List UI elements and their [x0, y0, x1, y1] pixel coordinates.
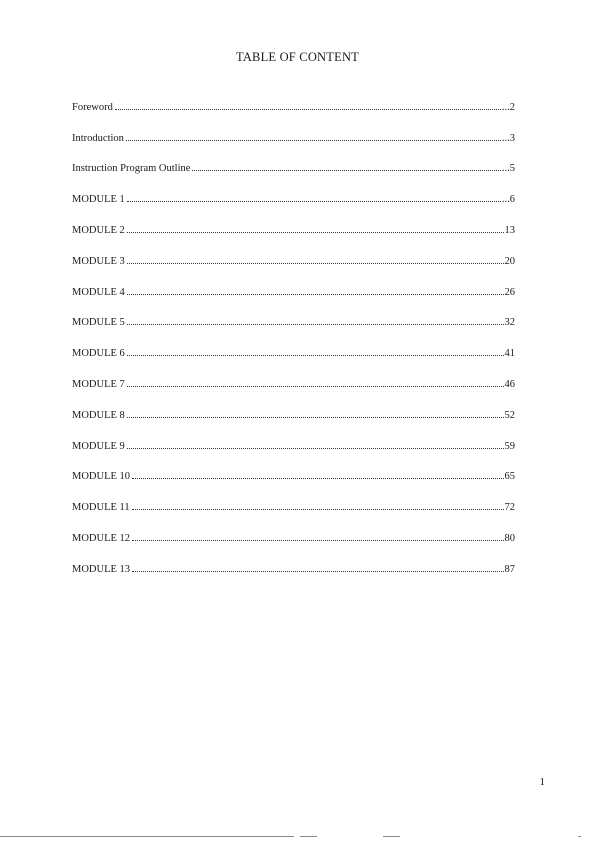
toc-entry-foreword[interactable]: [72, 82, 515, 113]
toc-entry-label: Introduction: [72, 132, 124, 144]
dot-leader: [127, 417, 504, 418]
toc-entry-label: Instruction Program Outline: [72, 163, 191, 175]
toc-entry-page: 26: [504, 286, 515, 298]
table-of-contents: [72, 82, 515, 575]
toc-entry-label: MODULE 5: [72, 317, 125, 329]
toc-entry-page: ...6: [501, 194, 515, 206]
page-number: 1: [539, 776, 545, 788]
dot-leader: [127, 263, 504, 264]
toc-entry-label: MODULE 13: [72, 563, 131, 575]
toc-entry-label: MODULE 1: [72, 194, 125, 206]
dot-leader: [127, 324, 504, 325]
toc-entry-label: MODULE 3: [72, 255, 125, 267]
toc-entry-label: Foreword: [72, 101, 113, 113]
toc-entry-label: MODULE 4: [72, 286, 125, 298]
toc-entry-module-9[interactable]: [72, 421, 515, 452]
toc-entry-module-4[interactable]: [72, 267, 515, 298]
toc-entry-instruction-program-outline[interactable]: [72, 144, 515, 175]
toc-entry-page: 13: [504, 224, 515, 236]
toc-entry-label: MODULE 6: [72, 348, 125, 360]
toc-entry-page: 65: [504, 471, 515, 483]
dot-leader: [132, 540, 503, 541]
footer-rule: [383, 836, 400, 837]
toc-entry-label: MODULE 7: [72, 378, 125, 390]
dot-leader: [127, 232, 504, 233]
toc-entry-label: MODULE 2: [72, 224, 125, 236]
dot-leader: [127, 201, 501, 202]
toc-entry-module-1[interactable]: [72, 174, 515, 205]
toc-entry-label: MODULE 8: [72, 409, 125, 421]
toc-entry-page: 46: [504, 378, 515, 390]
toc-entry-label: MODULE 12: [72, 532, 131, 544]
dot-leader: [127, 448, 504, 449]
toc-entry-module-6[interactable]: [72, 328, 515, 359]
toc-entry-page: ...3: [501, 132, 515, 144]
toc-entry-page: 59: [504, 440, 515, 452]
toc-entry-module-10[interactable]: [72, 452, 515, 483]
toc-entry-module-3[interactable]: [72, 236, 515, 267]
dot-leader: [192, 170, 500, 171]
footer-rule: [0, 836, 294, 837]
page-title: TABLE OF CONTENT: [235, 50, 360, 64]
toc-entry-page: 20: [504, 255, 515, 267]
toc-entry-page: 87: [504, 563, 515, 575]
footer-rule: [578, 836, 581, 837]
toc-entry-module-11[interactable]: [72, 482, 515, 513]
toc-entry-page: ...5: [501, 163, 515, 175]
toc-entry-page: 32: [504, 317, 515, 329]
toc-entry-page: 52: [504, 409, 515, 421]
toc-entry-page: 80: [504, 532, 515, 544]
dot-leader: [132, 571, 503, 572]
dot-leader: [127, 294, 504, 295]
toc-entry-page: ...2: [501, 101, 515, 113]
toc-entry-module-8[interactable]: [72, 390, 515, 421]
dot-leader: [115, 109, 501, 110]
toc-entry-module-5[interactable]: [72, 298, 515, 329]
toc-entry-module-12[interactable]: [72, 513, 515, 544]
dot-leader: [127, 355, 504, 356]
dot-leader: [126, 140, 501, 141]
toc-entry-module-2[interactable]: [72, 205, 515, 236]
toc-entry-introduction[interactable]: [72, 113, 515, 144]
toc-entry-page: 72: [504, 502, 515, 514]
toc-entry-module-13[interactable]: [72, 544, 515, 575]
toc-entry-module-7[interactable]: [72, 359, 515, 390]
toc-entry-label: MODULE 11: [72, 502, 130, 514]
dot-leader: [132, 478, 503, 479]
toc-entry-label: MODULE 10: [72, 471, 131, 483]
footer-rule: [300, 836, 317, 837]
dot-leader: [132, 509, 504, 510]
toc-entry-page: 41: [504, 348, 515, 360]
dot-leader: [127, 386, 504, 387]
toc-entry-label: MODULE 9: [72, 440, 125, 452]
